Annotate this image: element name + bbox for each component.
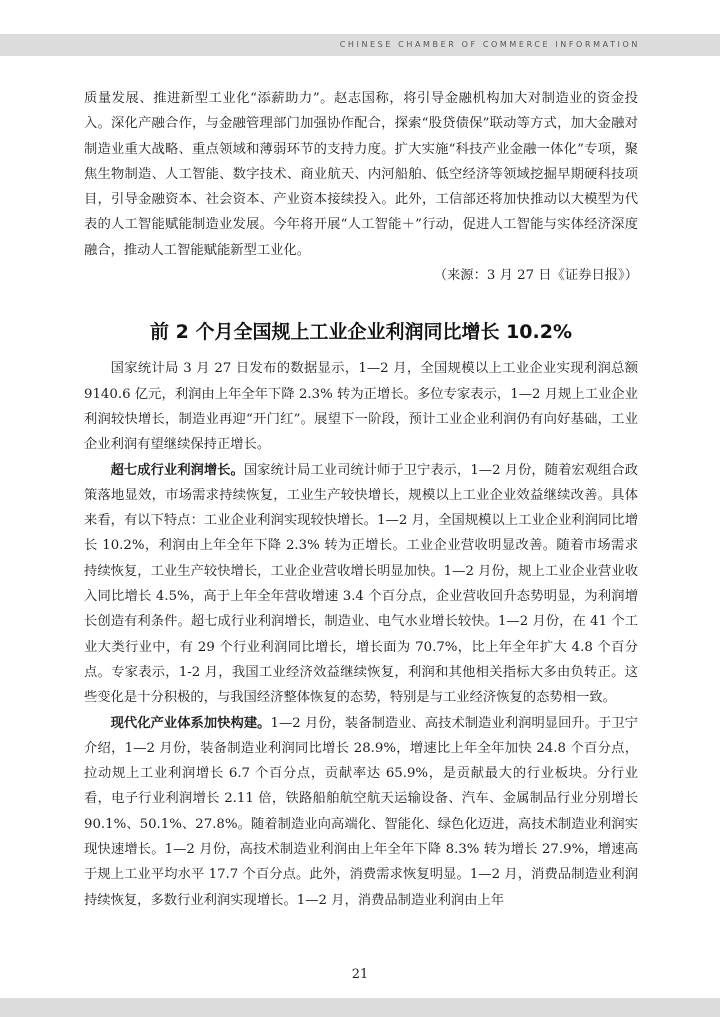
page-content (84, 86, 638, 913)
page-number: 21 (351, 967, 369, 982)
article-paragraph (84, 458, 638, 711)
publication-header: CHINESE CHAMBER OF COMMERCE INFORMATION (339, 40, 640, 49)
intro-text: 质量发展、推进新型工业化“添薪助力”。赵志国称，将引导金融机构加大对制造业的资金投入。深化产融合作，与金融管理部门加强协作配合，探索“股贷债保”联动等方式，加大金融对制造业重大战略、重点领域和薄弱环节的支持力度。扩大实施“科技产业金融一体化”专项，聚焦生物制造、人工智能、数字技术、商业航天、内河船舶、低空经济等领域挖掘早期硬科技项目，引导金融资本、社会资本、产业资本接续投入。此外，工信部还将加快推动以大模型为代表的人工智能赋能制造业发展。今年将开展“人工智能＋”行动，促进人工智能与实体经济深度融合，推动人工智能赋能新型工业化。 (84, 91, 638, 258)
paragraph-lead: 超七成行业利润增长。 (110, 462, 244, 478)
bottom-band (0, 998, 720, 1017)
paragraph-text: 国家统计局工业司统计师于卫宁表示，1—2 月份，随着宏观组合政策落地显效，市场需求持续恢复，工业生产较快增长，规模以上工业企业效益继续改善。具体来看，有以下特点：工业企业利润实现较快增长。1—2 月，全国规模以上工业企业利润同比增长 10.2%，利润由上年全年下降 2.3% 转为正增长。工业企业营收明显改善。随着市场需求持续恢复，工业生产较快增长，工业企业营收增长明显加快。1—2 月份，规上工业企业营业收入同比增长 4.5%，高于上年全年营收增速 3.4 个百分点，企业营收回升态势明显，为利润增长创造有利条件。超七成行业利润增长，制造业、电气水业增长较快。1—2 月份，在 41 个工业大类行业中，有 29 个行业利润同比增长，增长面为 70.7%，比上年全年扩大 4.8 个百分点。专家表示，1-2 月，我国工业经济效益继续恢复，利润和其他相关指标大多由负转正。这些变化是十分积极的，与我国经济整体恢复的态势，特别是与工业经济恢复的态势相一致。 (84, 462, 638, 706)
paragraph-lead: 现代化产业体系加快构建。 (110, 715, 271, 731)
article-paragraph (84, 711, 638, 913)
intro-paragraph (84, 86, 638, 288)
paragraph-text: 国家统计局 3 月 27 日发布的数据显示，1—2 月，全国规模以上工业企业实现利润总额 9140.6 亿元，利润由上年全年下降 2.3% 转为正增长。多位专家表示，1—2 月规上工业企业利润较快增长，制造业再迎“开门红”。展望下一阶段，预计工业企业利润仍有向好基础，工业企业利润有望继续保持正增长。 (84, 361, 638, 453)
article-paragraph (84, 356, 638, 457)
article-title: 前 2 个月全国规上工业企业利润同比增长 10.2% (150, 321, 572, 344)
source-citation: （来源：3 月 27 日《证券日报》） (433, 268, 638, 284)
paragraph-text: 1—2 月份，装备制造业、高技术制造业利润明显回升。于卫宁介绍，1—2 月份，装备制造业利润同比增长 28.9%，增速比上年全年加快 24.8 个百分点，拉动规上工业利润增长 6.7 个百分点，贡献率达 65.9%，是贡献最大的行业板块。分行业看，电子行业利润增长 2.11 倍，铁路船舶航空航天运输设备、汽车、金属制品行业分别增长 90.1%、50.1%、27.8%。随着制造业向高端化、智能化、绿色化迈进，高技术制造业利润实现快速增长。1—2 月份，高技术制造业利润由上年全年下降 8.3% 转为增长 27.9%，增速高于规上工业平均水平 17.7 个百分点。此外，消费需求恢复明显。1—2 月，消费品制造业利润持续恢复，多数行业利润实现增长。1—2 月，消费品制造业利润由上年 (84, 715, 639, 908)
header-band (0, 34, 720, 56)
